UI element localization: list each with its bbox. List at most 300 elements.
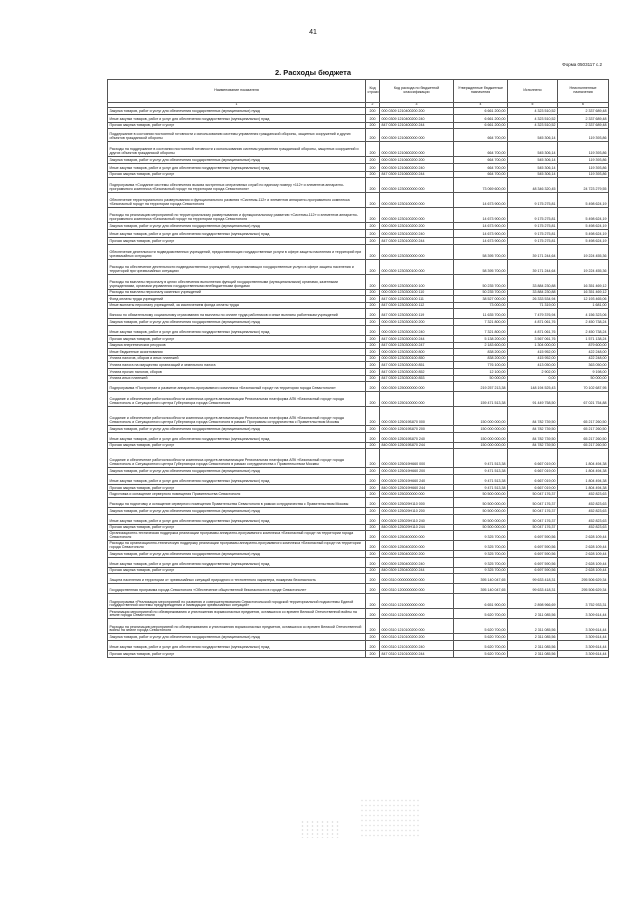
row-code: 200 bbox=[366, 557, 380, 567]
row-approved: 395 140 047,65 bbox=[454, 574, 508, 584]
row-name: Обеспечение деятельности подведомственных учреждений, предоставляющих государственные услуги в сфере защиты населения и территорий при чрезвычайных ситуациях bbox=[108, 244, 366, 259]
row-classification: 000 0310 1210100200 240 bbox=[380, 641, 454, 651]
header-executed: Исполнено bbox=[508, 80, 558, 103]
row-executed: 33 884 230,88 bbox=[508, 289, 558, 296]
scan-noise bbox=[360, 798, 420, 838]
row-name: Закупка товаров, работ и услуг для обеспечения государственных (муниципальных) нужд bbox=[108, 508, 366, 515]
row-code: 200 bbox=[366, 157, 380, 164]
row-unexecuted: 1 571 138,24 bbox=[558, 335, 609, 342]
table-row bbox=[108, 609, 609, 619]
row-name: Иные закупки товаров, работ и услуг для обеспечения государственных (муниципальных) нужд bbox=[108, 557, 366, 567]
row-name: Иные закупки товаров, работ и услуг для обеспечения государственных (муниципальных) нужд bbox=[108, 432, 366, 442]
row-approved: 664 700,00 bbox=[454, 129, 508, 142]
row-approved: 9 325 700,00 bbox=[454, 567, 508, 574]
table-row bbox=[108, 325, 609, 335]
row-classification: 000 0309 1230100200 200 bbox=[380, 223, 454, 230]
table-row bbox=[108, 449, 609, 468]
row-executed: 84 782 739,50 bbox=[508, 407, 558, 426]
row-executed: 2 311 085,56 bbox=[508, 651, 558, 658]
row-classification: 847 0309 1230300100 119 bbox=[380, 309, 454, 319]
row-executed: 413 050,00 bbox=[508, 362, 558, 369]
row-code: 200 bbox=[366, 514, 380, 524]
row-name: Прочая закупка товаров, работ и услуг bbox=[108, 237, 366, 244]
row-classification: 000 0309 1230300100 240 bbox=[380, 325, 454, 335]
row-code: 200 bbox=[366, 362, 380, 369]
row-code: 200 bbox=[366, 223, 380, 230]
row-approved: 664 700,00 bbox=[454, 163, 508, 171]
row-approved: 38 527 000,00 bbox=[454, 296, 508, 303]
row-executed: 50 047 176,37 bbox=[508, 508, 558, 515]
row-executed: 6 667 019,00 bbox=[508, 474, 558, 484]
table-row bbox=[108, 122, 609, 129]
row-executed: 84 782 739,50 bbox=[508, 426, 558, 433]
row-approved: 5 620 700,00 bbox=[454, 641, 508, 651]
row-name: Закупка товаров, работ и услуг для обеспечения государственных (муниципальных) нужд bbox=[108, 223, 366, 230]
row-classification: 000 0309 125019Б870 000 bbox=[380, 407, 454, 426]
table-row bbox=[108, 129, 609, 142]
row-approved: 9 325 700,00 bbox=[454, 541, 508, 551]
row-executed: 4 323 510,52 bbox=[508, 108, 558, 115]
row-code: 200 bbox=[366, 432, 380, 442]
table-row bbox=[108, 641, 609, 651]
row-name: Закупка товаров, работ и услуг для обеспечения государственных (муниципальных) нужд bbox=[108, 426, 366, 433]
row-classification: 000 0309 125019Н660 200 bbox=[380, 468, 454, 475]
row-executed: 39 171 244,64 bbox=[508, 244, 558, 259]
row-unexecuted: 452 823,63 bbox=[558, 508, 609, 515]
row-classification: 000 0309 1250400200 000 bbox=[380, 541, 454, 551]
row-classification: 847 0309 1230300100 853 bbox=[380, 375, 454, 382]
row-executed: 545 306,14 bbox=[508, 171, 558, 178]
row-name: Расходы на реализацию мероприятий по обезвреживанию и уничтожению взрывоопасных предметов, оставшихся со времен Великой Отечественной войны на земле города Севастополя bbox=[108, 619, 366, 634]
row-code: 200 bbox=[366, 178, 380, 193]
row-approved: 6 651 900,00 bbox=[454, 594, 508, 609]
row-approved: 219 257 213,38 bbox=[454, 382, 508, 392]
row-executed: 3 567 061,76 bbox=[508, 335, 558, 342]
table-row bbox=[108, 274, 609, 289]
row-name: Прочая закупка товаров, работ и услуг bbox=[108, 122, 366, 129]
row-classification: 000 0310 0000000000 000 bbox=[380, 574, 454, 584]
row-approved: 150 000 000,00 bbox=[454, 426, 508, 433]
row-approved: 73 069 600,00 bbox=[454, 178, 508, 193]
row-code: 200 bbox=[366, 171, 380, 178]
row-name: Фонд оплаты труда учреждений bbox=[108, 296, 366, 303]
row-classification: 000 0309 1230100200 240 bbox=[380, 229, 454, 237]
row-approved: 6 661 200,00 bbox=[454, 122, 508, 129]
column-number: 6 bbox=[558, 103, 609, 108]
row-unexecuted: 119 393,86 bbox=[558, 142, 609, 157]
row-classification: 000 0309 125019Н660 000 bbox=[380, 449, 454, 468]
row-executed: 99 633 418,31 bbox=[508, 584, 558, 594]
row-name: Расходы на поддержание в состоянии постоянной готовности к использованию системы управления гражданской обороны, защитных сооружений и других объектов гражданской обороны bbox=[108, 142, 366, 157]
row-approved: 58 395 700,00 bbox=[454, 259, 508, 274]
row-code: 200 bbox=[366, 634, 380, 641]
row-classification: 840 0309 125019Б870 244 bbox=[380, 442, 454, 449]
row-code: 200 bbox=[366, 508, 380, 515]
row-name: Расходы на организационно-техническую поддержку реализации программы аппаратно-программного комплекса «Безопасный город» на территории города Севастополя bbox=[108, 541, 366, 551]
row-unexecuted: 2 628 109,44 bbox=[558, 551, 609, 558]
table-row bbox=[108, 407, 609, 426]
section-title: 2. Расходы бюджета bbox=[274, 68, 352, 77]
row-classification: 000 0309 1230300100 110 bbox=[380, 289, 454, 296]
row-classification: 000 0309 125019Б870 240 bbox=[380, 432, 454, 442]
row-approved: 7 321 800,00 bbox=[454, 325, 508, 335]
row-approved: 664 700,00 bbox=[454, 157, 508, 164]
row-classification: 847 0309 1230300100 111 bbox=[380, 296, 454, 303]
row-classification: 000 0310 1210000000 000 bbox=[380, 594, 454, 609]
table-row bbox=[108, 223, 609, 230]
table-row bbox=[108, 342, 609, 349]
row-name: Иные выплаты персоналу учреждений, за исключением фонда оплаты труда bbox=[108, 302, 366, 309]
table-row bbox=[108, 349, 609, 356]
row-unexecuted: 3 309 614,44 bbox=[558, 651, 609, 658]
row-approved: 7 321 800,00 bbox=[454, 319, 508, 326]
table-row bbox=[108, 432, 609, 442]
row-code: 200 bbox=[366, 474, 380, 484]
table-row bbox=[108, 171, 609, 178]
row-executed: 0,00 bbox=[508, 375, 558, 382]
row-unexecuted: 50 000,00 bbox=[558, 375, 609, 382]
row-name: Иные закупки товаров, работ и услуг для обеспечения государственных (муниципальных) нужд bbox=[108, 163, 366, 171]
table-row bbox=[108, 567, 609, 574]
row-executed: 6 667 019,00 bbox=[508, 484, 558, 491]
row-executed: 99 633 418,31 bbox=[508, 574, 558, 584]
row-unexecuted: 3 309 614,44 bbox=[558, 619, 609, 634]
row-unexecuted: 3 309 614,44 bbox=[558, 634, 609, 641]
row-executed: 84 782 739,50 bbox=[508, 432, 558, 442]
table-row bbox=[108, 178, 609, 193]
row-unexecuted: 5 498 624,19 bbox=[558, 223, 609, 230]
table-row bbox=[108, 319, 609, 326]
table-row bbox=[108, 574, 609, 584]
row-name: Иные бюджетные ассигнования bbox=[108, 349, 366, 356]
row-classification: 000 0310 1210100200 200 bbox=[380, 634, 454, 641]
table-row bbox=[108, 584, 609, 594]
column-number: 4 bbox=[454, 103, 508, 108]
row-code: 200 bbox=[366, 319, 380, 326]
row-approved: 776 100,00 bbox=[454, 362, 508, 369]
row-executed: 545 306,14 bbox=[508, 163, 558, 171]
row-name: Прочая закупка товаров, работ и услуг bbox=[108, 651, 366, 658]
row-name: Подпрограмма «Создание системы обеспечения вызова экстренных оперативных служб по единому номеру «112» и элементов аппаратно-программного комплекса «Безопасный город» на территории города Севастополя» bbox=[108, 178, 366, 193]
row-code: 200 bbox=[366, 108, 380, 115]
table-row bbox=[108, 382, 609, 392]
row-unexecuted: 2 628 109,44 bbox=[558, 541, 609, 551]
row-code: 200 bbox=[366, 498, 380, 508]
row-name: Уплата прочих налогов, сборов bbox=[108, 368, 366, 375]
header-approved: Утвержденные бюджетные назначения bbox=[454, 80, 508, 103]
row-name: Иные закупки товаров, работ и услуг для обеспечения государственных (муниципальных) нужд bbox=[108, 114, 366, 122]
row-executed: 50 047 176,37 bbox=[508, 524, 558, 531]
page-number: 41 bbox=[309, 29, 317, 36]
row-code: 200 bbox=[366, 382, 380, 392]
row-unexecuted: 295 506 629,34 bbox=[558, 574, 609, 584]
row-unexecuted: 452 823,63 bbox=[558, 514, 609, 524]
row-executed: 1 304 000,00 bbox=[508, 342, 558, 349]
row-approved: 14 673 900,00 bbox=[454, 208, 508, 223]
row-unexecuted: 65 217 260,50 bbox=[558, 432, 609, 442]
row-classification: 000 0309 1230300100 200 bbox=[380, 319, 454, 326]
row-approved: 14 673 900,00 bbox=[454, 229, 508, 237]
row-unexecuted: 3 309 614,44 bbox=[558, 641, 609, 651]
row-code: 200 bbox=[366, 325, 380, 335]
row-approved: 50 000,00 bbox=[454, 375, 508, 382]
table-row bbox=[108, 468, 609, 475]
row-approved: 11 635 700,00 bbox=[454, 309, 508, 319]
row-name: Подпрограмма «Реализация мероприятий по развитию и совершенствованию Севастопольской городской территориальной подсистемы Единой государственной системы предупреждения и ликвидации чрезвычайных ситуаций» bbox=[108, 594, 366, 609]
row-unexecuted: 119 393,86 bbox=[558, 157, 609, 164]
row-approved: 9 325 700,00 bbox=[454, 551, 508, 558]
row-unexecuted: 65 217 260,50 bbox=[558, 407, 609, 426]
header-class: Код расхода по бюджетной классификации bbox=[380, 80, 454, 103]
row-executed: 4 323 510,52 bbox=[508, 122, 558, 129]
table-row bbox=[108, 237, 609, 244]
row-executed: 2 311 085,56 bbox=[508, 619, 558, 634]
row-name: Поддержание в состоянии постоянной готовности к использованию системы управления гражданской обороны, защитных сооружений и других объектов гражданской обороны bbox=[108, 129, 366, 142]
row-classification: 847 0309 1230300100 112 bbox=[380, 302, 454, 309]
row-executed: 9 175 275,81 bbox=[508, 237, 558, 244]
row-name: Закупка товаров, работ и услуг для обеспечения государственных (муниципальных) нужд bbox=[108, 468, 366, 475]
row-unexecuted: 295 506 629,34 bbox=[558, 584, 609, 594]
table-row bbox=[108, 524, 609, 531]
row-code: 200 bbox=[366, 407, 380, 426]
row-code: 200 bbox=[366, 142, 380, 157]
row-name: Расходы на обеспечение деятельности подведомственных учреждений, предоставляющих государственные услуги в сфере защиты населения и территорий при чрезвычайных ситуациях bbox=[108, 259, 366, 274]
row-name: Уплата иных платежей bbox=[108, 375, 366, 382]
table-row bbox=[108, 557, 609, 567]
row-code: 200 bbox=[366, 392, 380, 407]
row-unexecuted: 1 804 494,38 bbox=[558, 484, 609, 491]
table-row bbox=[108, 289, 609, 296]
row-classification: 000 0309 1250400200 240 bbox=[380, 557, 454, 567]
row-approved: 9 471 513,38 bbox=[454, 468, 508, 475]
row-name: Закупка энергетических ресурсов bbox=[108, 342, 366, 349]
row-unexecuted: 879 600,00 bbox=[558, 342, 609, 349]
row-classification: 847 0309 1210400200 244 bbox=[380, 122, 454, 129]
table-row bbox=[108, 474, 609, 484]
row-unexecuted: 2 337 689,48 bbox=[558, 108, 609, 115]
scan-noise bbox=[300, 820, 340, 838]
row-code: 200 bbox=[366, 484, 380, 491]
row-name: Прочая закупка товаров, работ и услуг bbox=[108, 171, 366, 178]
row-unexecuted: 19 224 455,36 bbox=[558, 244, 609, 259]
row-approved: 150 000 000,00 bbox=[454, 407, 508, 426]
row-classification: 000 0309 1230300100 800 bbox=[380, 349, 454, 356]
row-classification: 000 0309 1210400200 200 bbox=[380, 108, 454, 115]
row-executed: 9 175 275,81 bbox=[508, 223, 558, 230]
row-executed: 6 667 019,00 bbox=[508, 449, 558, 468]
row-code: 200 bbox=[366, 129, 380, 142]
row-classification: 000 0309 125029Н110 200 bbox=[380, 508, 454, 515]
row-unexecuted: 3 309 614,44 bbox=[558, 609, 609, 619]
row-approved: 50 235 700,00 bbox=[454, 289, 508, 296]
row-approved: 14 673 900,00 bbox=[454, 223, 508, 230]
row-code: 200 bbox=[366, 449, 380, 468]
table-row bbox=[108, 335, 609, 342]
row-name: Подготовка и оснащение серверного помещения Правительства Севастополя bbox=[108, 491, 366, 498]
row-name: Создание и обеспечение работоспособности комплекса средств автоматизации Региональная платформа АПК «Безопасный город» города Севастополь и Ситуационного центра Губернатора города Севастополя bbox=[108, 392, 366, 407]
row-unexecuted: 5 498 624,19 bbox=[558, 208, 609, 223]
row-name: Иные закупки товаров, работ и услуг для обеспечения государственных (муниципальных) нужд bbox=[108, 325, 366, 335]
row-classification: 000 0309 1250400000 000 bbox=[380, 531, 454, 541]
row-code: 200 bbox=[366, 237, 380, 244]
row-executed: 50 047 176,37 bbox=[508, 514, 558, 524]
row-unexecuted: 2 337 689,48 bbox=[558, 122, 609, 129]
row-executed: 6 697 590,56 bbox=[508, 567, 558, 574]
row-approved: 50 500 000,00 bbox=[454, 508, 508, 515]
row-code: 200 bbox=[366, 335, 380, 342]
row-classification: 000 0309 1230300100 000 bbox=[380, 259, 454, 274]
row-classification: 000 0309 1230100000 000 bbox=[380, 193, 454, 208]
row-classification: 847 0309 1230300100 852 bbox=[380, 368, 454, 375]
column-number: 3 bbox=[380, 103, 454, 108]
header-unexecuted: Неисполненные назначения bbox=[558, 80, 609, 103]
row-classification: 000 0310 1200000000 000 bbox=[380, 584, 454, 594]
row-unexecuted: 67 021 754,88 bbox=[558, 392, 609, 407]
row-unexecuted: 2 450 738,24 bbox=[558, 325, 609, 335]
table-row bbox=[108, 157, 609, 164]
row-code: 200 bbox=[366, 609, 380, 619]
row-executed: 4 323 510,52 bbox=[508, 114, 558, 122]
row-unexecuted: 119 393,86 bbox=[558, 171, 609, 178]
row-code: 200 bbox=[366, 208, 380, 223]
row-approved: 73 000,00 bbox=[454, 302, 508, 309]
row-classification: 000 0309 1210600200 200 bbox=[380, 157, 454, 164]
table-row bbox=[108, 193, 609, 208]
row-name: Иные закупки товаров, работ и услуг для обеспечения государственных (муниципальных) нужд bbox=[108, 641, 366, 651]
row-name: Закупка товаров, работ и услуг для обеспечения государственных (муниципальных) нужд bbox=[108, 634, 366, 641]
row-approved: 5 620 700,00 bbox=[454, 609, 508, 619]
row-classification: 000 0309 125029Н110 000 bbox=[380, 498, 454, 508]
row-name: Прочая закупка товаров, работ и услуг bbox=[108, 524, 366, 531]
row-unexecuted: 70 102 687,95 bbox=[558, 382, 609, 392]
row-approved: 838 200,00 bbox=[454, 355, 508, 362]
row-unexecuted: 3 752 933,31 bbox=[558, 594, 609, 609]
table-row bbox=[108, 514, 609, 524]
row-unexecuted: 119 393,86 bbox=[558, 129, 609, 142]
row-unexecuted: 5 498 624,19 bbox=[558, 193, 609, 208]
row-executed: 4 871 061,76 bbox=[508, 325, 558, 335]
row-name: Закупка товаров, работ и услуг для обеспечения государственных (муниципальных) нужд bbox=[108, 319, 366, 326]
row-unexecuted: 2 628 109,44 bbox=[558, 531, 609, 541]
table-row bbox=[108, 114, 609, 122]
row-approved: 395 140 047,65 bbox=[454, 584, 508, 594]
row-executed: 2 311 085,56 bbox=[508, 634, 558, 641]
row-classification: 000 0309 1210600200 240 bbox=[380, 163, 454, 171]
row-approved: 50 500 000,00 bbox=[454, 491, 508, 498]
row-name: Государственная программа города Севастополя «Обеспечение общественной безопасности в городе Севастополе» bbox=[108, 584, 366, 594]
row-classification: 000 0309 1230000000 000 bbox=[380, 178, 454, 193]
row-unexecuted: 2 628 109,44 bbox=[558, 557, 609, 567]
row-executed: 415 952,00 bbox=[508, 349, 558, 356]
row-code: 200 bbox=[366, 567, 380, 574]
row-approved: 14 673 900,00 bbox=[454, 193, 508, 208]
row-approved: 6 661 200,00 bbox=[454, 108, 508, 115]
row-approved: 838 200,00 bbox=[454, 349, 508, 356]
row-unexecuted: 422 248,00 bbox=[558, 355, 609, 362]
header-name: Наименование показателя bbox=[108, 80, 366, 103]
row-unexecuted: 452 823,63 bbox=[558, 498, 609, 508]
expenses-table bbox=[107, 79, 609, 658]
row-executed: 545 306,14 bbox=[508, 157, 558, 164]
row-name: Уплата налогов, сборов и иных платежей bbox=[108, 355, 366, 362]
row-name: Закупка товаров, работ и услуг для обеспечения государственных (муниципальных) нужд bbox=[108, 108, 366, 115]
table-row bbox=[108, 259, 609, 274]
header-code: Код строки bbox=[366, 80, 380, 103]
row-classification: 000 0309 1230300000 000 bbox=[380, 244, 454, 259]
row-executed: 91 449 758,50 bbox=[508, 392, 558, 407]
row-classification: 840 0309 1250400200 244 bbox=[380, 567, 454, 574]
row-unexecuted: 422 248,00 bbox=[558, 349, 609, 356]
row-approved: 50 500 000,00 bbox=[454, 498, 508, 508]
row-approved: 5 620 700,00 bbox=[454, 634, 508, 641]
table-row bbox=[108, 208, 609, 223]
row-code: 200 bbox=[366, 426, 380, 433]
row-approved: 9 471 513,38 bbox=[454, 449, 508, 468]
row-executed: 48 346 320,45 bbox=[508, 178, 558, 193]
table-row bbox=[108, 508, 609, 515]
row-approved: 150 000 000,00 bbox=[454, 432, 508, 442]
row-approved: 50 235 700,00 bbox=[454, 274, 508, 289]
row-name: Иные закупки товаров, работ и услуг для обеспечения государственных (муниципальных) нужд bbox=[108, 229, 366, 237]
row-code: 200 bbox=[366, 259, 380, 274]
table-row bbox=[108, 551, 609, 558]
row-code: 200 bbox=[366, 229, 380, 237]
table-header-row bbox=[108, 80, 609, 103]
table-row bbox=[108, 362, 609, 369]
row-approved: 58 395 700,00 bbox=[454, 244, 508, 259]
row-executed: 33 884 230,88 bbox=[508, 274, 558, 289]
table-row bbox=[108, 142, 609, 157]
row-classification: 000 0309 1230300100 100 bbox=[380, 274, 454, 289]
row-classification: 840 0309 125019Н660 244 bbox=[380, 484, 454, 491]
row-classification: 847 0310 1210100200 244 bbox=[380, 651, 454, 658]
row-classification: 000 0309 125029Н110 240 bbox=[380, 514, 454, 524]
table-row bbox=[108, 484, 609, 491]
row-name: Защита населения и территории от чрезвычайных ситуаций природного и техногенного характера, пожарная безопасность bbox=[108, 574, 366, 584]
row-executed: 2 311 085,56 bbox=[508, 641, 558, 651]
row-unexecuted: 4 156 323,06 bbox=[558, 309, 609, 319]
row-name: Обеспечение территориального развертывания и функционального развития «Системы-112» и элементов аппаратно-программного комплекса «Безопасный город» на территории города Севастополя bbox=[108, 193, 366, 208]
row-code: 200 bbox=[366, 114, 380, 122]
table-row bbox=[108, 491, 609, 498]
row-approved: 150 000 000,00 bbox=[454, 442, 508, 449]
row-name: Взносы по обязательному социальному страхованию на выплаты по оплате труда работников и иные выплаты работникам учреждений bbox=[108, 309, 366, 319]
row-code: 200 bbox=[366, 296, 380, 303]
row-approved: 664 700,00 bbox=[454, 142, 508, 157]
table-row bbox=[108, 634, 609, 641]
row-approved: 5 620 700,00 bbox=[454, 619, 508, 634]
row-name: Иные закупки товаров, работ и услуг для обеспечения государственных (муниципальных) нужд bbox=[108, 474, 366, 484]
row-unexecuted: 119 393,86 bbox=[558, 163, 609, 171]
table-row bbox=[108, 163, 609, 171]
row-unexecuted: 5 498 624,19 bbox=[558, 237, 609, 244]
row-unexecuted: 65 217 260,50 bbox=[558, 442, 609, 449]
table-row bbox=[108, 426, 609, 433]
row-executed: 415 952,00 bbox=[508, 355, 558, 362]
row-code: 200 bbox=[366, 574, 380, 584]
row-executed: 2 898 966,69 bbox=[508, 594, 558, 609]
row-executed: 2 902,00 bbox=[508, 368, 558, 375]
row-name: Уплата налога на имущество организаций и земельного налога bbox=[108, 362, 366, 369]
row-code: 200 bbox=[366, 531, 380, 541]
row-unexecuted: 1 804 494,38 bbox=[558, 474, 609, 484]
row-approved: 9 471 513,38 bbox=[454, 474, 508, 484]
row-approved: 2 183 600,00 bbox=[454, 342, 508, 349]
table-row bbox=[108, 244, 609, 259]
row-executed: 545 306,14 bbox=[508, 129, 558, 142]
row-approved: 664 700,00 bbox=[454, 171, 508, 178]
table-row bbox=[108, 442, 609, 449]
